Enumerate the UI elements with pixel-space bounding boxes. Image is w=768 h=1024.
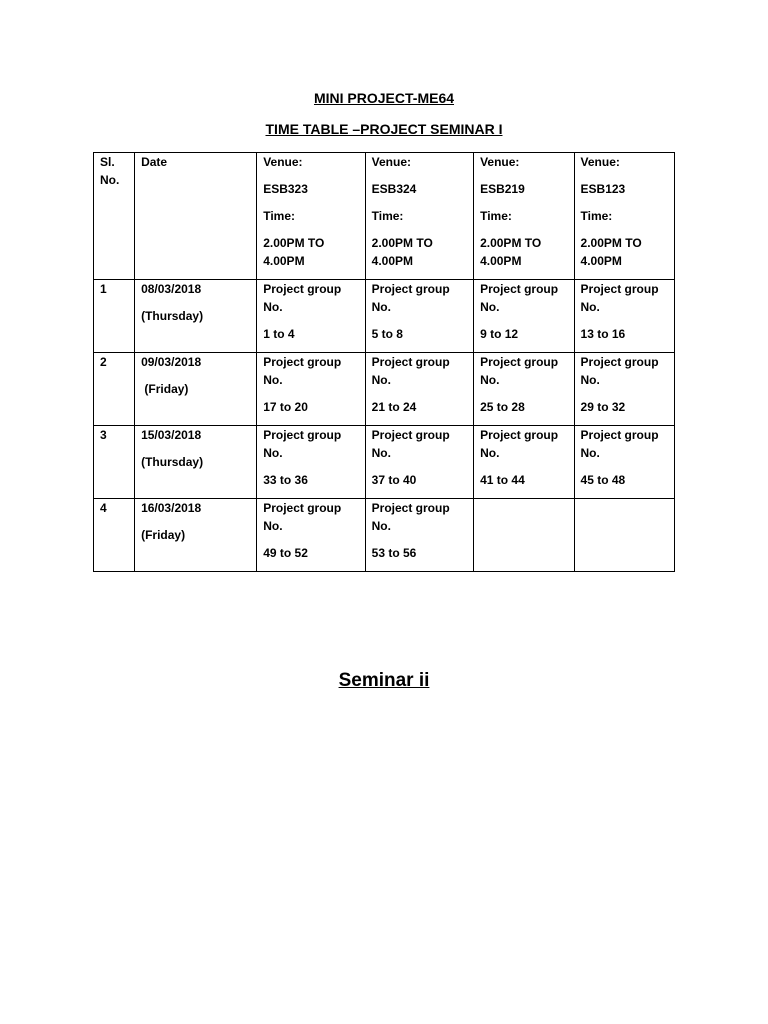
table-row xyxy=(94,426,675,499)
date-cell xyxy=(135,426,257,499)
group-cell xyxy=(257,499,365,572)
empty-cell xyxy=(574,499,674,572)
group-no-label: No. xyxy=(263,519,283,533)
group-label: Project group xyxy=(480,355,559,369)
group-label: Project group xyxy=(263,428,342,442)
timetable xyxy=(93,152,675,572)
header-venue-1 xyxy=(257,153,365,280)
group-cell xyxy=(365,353,473,426)
venue-label: Venue: xyxy=(580,155,620,169)
session-day: (Friday) xyxy=(141,382,189,396)
group-label: Project group xyxy=(371,355,450,369)
group-range: 53 to 56 xyxy=(371,546,417,560)
date-cell xyxy=(135,280,257,353)
sl-number: 3 xyxy=(100,428,107,442)
sl-number: 4 xyxy=(100,501,107,515)
header-date-label: Date xyxy=(141,155,168,169)
group-range: 33 to 36 xyxy=(263,473,308,487)
time-label: Time: xyxy=(371,209,404,223)
sl-cell xyxy=(94,499,135,572)
group-label: Project group xyxy=(263,501,342,515)
group-label: Project group xyxy=(371,282,450,296)
header-sl-label: Sl. xyxy=(100,155,115,169)
group-label: Project group xyxy=(263,282,342,296)
time-label: Time: xyxy=(263,209,295,223)
group-cell xyxy=(257,280,365,353)
group-no-label: No. xyxy=(480,446,500,460)
group-cell xyxy=(474,280,574,353)
table-header-row xyxy=(94,153,675,280)
time-end: 4.00PM xyxy=(263,254,305,268)
group-range: 21 to 24 xyxy=(371,400,417,414)
session-date: 16/03/2018 xyxy=(141,501,202,515)
group-range: 5 to 8 xyxy=(371,327,403,341)
table-row xyxy=(94,499,675,572)
sl-cell xyxy=(94,353,135,426)
group-range: 37 to 40 xyxy=(371,473,417,487)
group-range: 17 to 20 xyxy=(263,400,308,414)
group-no-label: No. xyxy=(580,446,600,460)
time-label: Time: xyxy=(480,209,512,223)
group-no-label: No. xyxy=(263,446,283,460)
group-range: 9 to 12 xyxy=(480,327,519,341)
group-label: Project group xyxy=(480,428,559,442)
session-day: (Thursday) xyxy=(141,455,204,469)
group-no-label: No. xyxy=(480,300,500,314)
group-no-label: No. xyxy=(371,446,391,460)
session-date: 08/03/2018 xyxy=(141,282,202,296)
session-day: (Friday) xyxy=(141,528,186,542)
sl-cell xyxy=(94,426,135,499)
group-cell xyxy=(574,426,674,499)
date-cell xyxy=(135,499,257,572)
group-cell xyxy=(474,353,574,426)
group-label: Project group xyxy=(580,428,659,442)
header-venue-4 xyxy=(574,153,674,280)
session-date: 15/03/2018 xyxy=(141,428,202,442)
group-label: Project group xyxy=(480,282,559,296)
group-no-label: No. xyxy=(371,300,391,314)
group-range: 25 to 28 xyxy=(480,400,525,414)
empty-cell xyxy=(474,499,574,572)
time-end: 4.00PM xyxy=(371,254,413,268)
venue-label: Venue: xyxy=(263,155,303,169)
timetable-subtitle: TIME TABLE –PROJECT SEMINAR I xyxy=(265,121,503,137)
group-label: Project group xyxy=(371,428,450,442)
time-end: 4.00PM xyxy=(580,254,622,268)
time-start: 2.00PM TO xyxy=(371,236,433,250)
header-date xyxy=(135,153,257,280)
group-cell xyxy=(365,426,473,499)
group-label: Project group xyxy=(263,355,342,369)
table-row xyxy=(94,353,675,426)
group-label: Project group xyxy=(580,282,659,296)
group-range: 13 to 16 xyxy=(580,327,626,341)
header-venue-3 xyxy=(474,153,574,280)
session-day: (Thursday) xyxy=(141,309,204,323)
seminar-ii-heading: Seminar ii xyxy=(338,670,430,691)
venue-room: ESB324 xyxy=(371,182,417,196)
sl-number: 2 xyxy=(100,355,107,369)
table-row xyxy=(94,280,675,353)
time-start: 2.00PM TO xyxy=(263,236,325,250)
group-cell xyxy=(574,280,674,353)
header-venue-2 xyxy=(365,153,473,280)
venue-label: Venue: xyxy=(371,155,411,169)
date-cell xyxy=(135,353,257,426)
sl-number: 1 xyxy=(100,282,107,296)
group-label: Project group xyxy=(580,355,659,369)
group-cell xyxy=(365,499,473,572)
group-no-label: No. xyxy=(580,300,600,314)
venue-room: ESB219 xyxy=(480,182,525,196)
group-range: 45 to 48 xyxy=(580,473,626,487)
group-no-label: No. xyxy=(263,373,283,387)
group-cell xyxy=(365,280,473,353)
time-start: 2.00PM TO xyxy=(580,236,642,250)
group-label: Project group xyxy=(371,501,450,515)
group-no-label: No. xyxy=(371,373,391,387)
group-range: 29 to 32 xyxy=(580,400,626,414)
group-range: 41 to 44 xyxy=(480,473,525,487)
venue-label: Venue: xyxy=(480,155,520,169)
venue-room: ESB323 xyxy=(263,182,308,196)
header-sl-no xyxy=(94,153,135,280)
group-range: 1 to 4 xyxy=(263,327,295,341)
group-cell xyxy=(474,426,574,499)
header-no-label: No. xyxy=(100,173,120,187)
time-end: 4.00PM xyxy=(480,254,522,268)
group-cell xyxy=(257,426,365,499)
time-start: 2.00PM TO xyxy=(480,236,542,250)
group-no-label: No. xyxy=(263,300,283,314)
group-no-label: No. xyxy=(580,373,600,387)
group-no-label: No. xyxy=(371,519,391,533)
session-date: 09/03/2018 xyxy=(141,355,202,369)
group-cell xyxy=(257,353,365,426)
group-no-label: No. xyxy=(480,373,500,387)
document-title: MINI PROJECT-ME64 xyxy=(313,90,455,106)
venue-room: ESB123 xyxy=(580,182,626,196)
time-label: Time: xyxy=(580,209,613,223)
group-cell xyxy=(574,353,674,426)
sl-cell xyxy=(94,280,135,353)
group-range: 49 to 52 xyxy=(263,546,308,560)
